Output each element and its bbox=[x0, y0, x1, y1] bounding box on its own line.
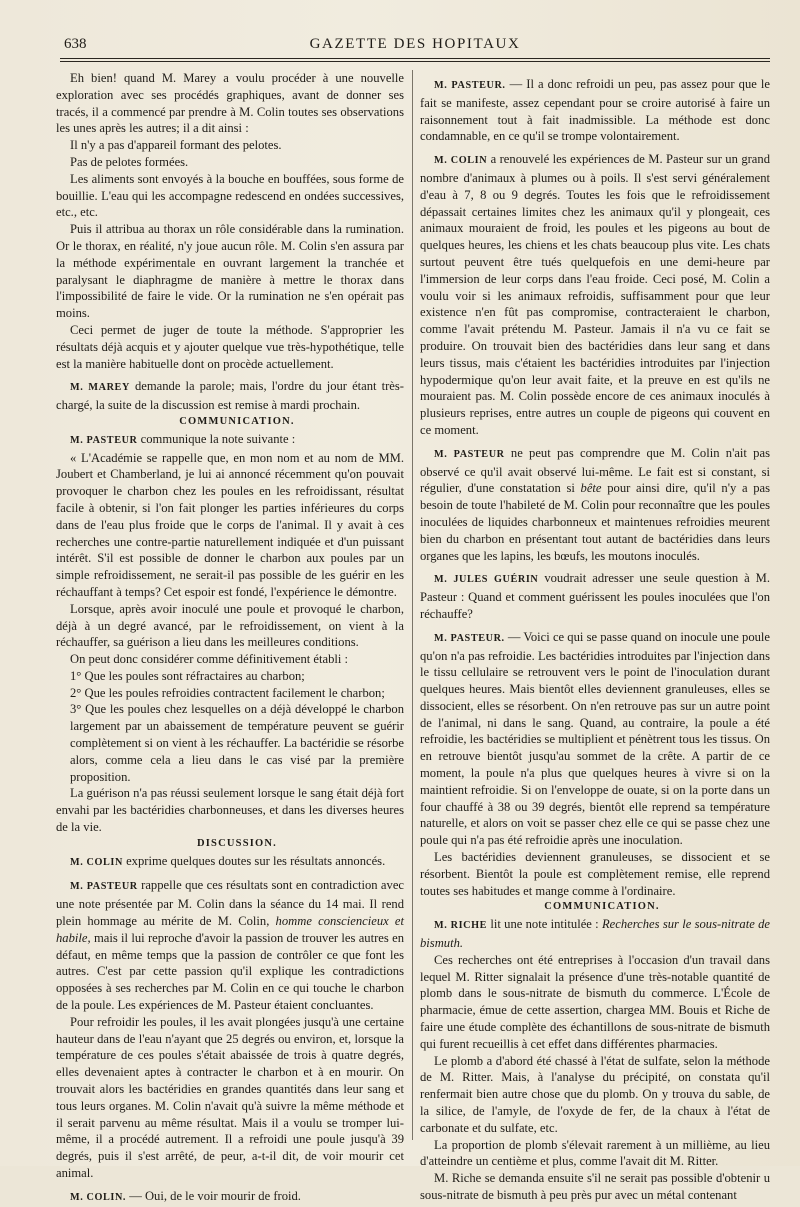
italic-text: Recherches sur le sous-nitrate de bismuth. bbox=[420, 917, 770, 951]
paragraph-text: demande la parole; mais, l'ordre du jour étant très-chargé, la suite de la discussion est remise à mardi prochain. bbox=[56, 379, 404, 413]
italic-text: bête bbox=[580, 481, 602, 496]
list-item: 1° Que les poules sont réfractaires au charbon; bbox=[70, 668, 305, 683]
speaker-name: M. PASTEUR. bbox=[434, 80, 506, 91]
paragraph bbox=[56, 431, 404, 450]
paragraph: La proportion de plomb s'élevait rarement à un millième, au lieu d'atteindre un centième et plus, comme l'avait dit M. Ritter. bbox=[420, 1137, 770, 1169]
paragraph: Pas de pelotes formées. bbox=[70, 154, 189, 169]
paragraph-text: — Il a donc refroidi un peu, pas assez pour que le fait se manifeste, assez cependant pour se croire autorisé à faire un raisonnement tout à fait inadmissible. La méthode est donc condamnable, en ce qu'il se trompe volontairement. bbox=[420, 77, 770, 144]
paragraph-text: communique la note suivante : bbox=[140, 431, 296, 446]
paragraph bbox=[56, 877, 404, 1013]
right-column bbox=[420, 76, 770, 1204]
column-divider bbox=[412, 70, 413, 1140]
journal-title: GAZETTE DES HOPITAUX bbox=[309, 36, 521, 52]
paragraph: Les bactéridies deviennent granuleuses, se dissocient et se résorbent. Bientôt la poule est complètement remise, elle reprend toutes ses habitudes et mange comme à l'ordinaire. bbox=[420, 850, 770, 898]
speaker-name: M. COLIN bbox=[70, 856, 123, 868]
paragraph: M. Riche se demanda ensuite s'il ne serait pas possible d'obtenir u sous-nitrate de bismuth à peu près pur avec un métal contenant bbox=[420, 1171, 770, 1202]
paragraph bbox=[420, 151, 770, 439]
running-head bbox=[60, 36, 770, 60]
paragraph-text: — Voici ce qui se passe quand on inocule une poule qu'on n'a pas refroidie. Les bactéridies introduites par l'injection dans le tissu cellulaire se retrouvent vers le point de l'inoculation durant quelques heures. Mais bientôt elles deviennent granuleuses, elles se dissocient, elles se résorbent. On n'en retrouve pas sur un autre point de l'animal, ni dans le sang. Quand, au contraire, la poule a été refroidie, les bactéridies se multiplient et pénètrent tous les tissus. On en retrouve bientôt jusqu'au sommet de la crête. A partir de ce moment, la poule n'a plus que quelques heures à vivre si on la maintient refroidie. Si on l'enveloppe de ouate, si on la porte dans un four chauffé à 38 ou 39 degrés, bientôt elle reprend sa température naturelle, et alors on voit se passer chez elle ce qui se passe chez une poule qui n'a pas été refroidie après une inoculation. bbox=[420, 629, 770, 848]
paragraph bbox=[56, 1188, 404, 1207]
paragraph bbox=[56, 378, 404, 414]
left-column bbox=[56, 70, 404, 1207]
paragraph: Lorsque, après avoir inoculé une poule et provoqué le charbon, déjà à un degré avancé, par le refroidissement, on vient à la réchauffer, sa guérison a lieu dans les meilleures conditions. bbox=[56, 601, 404, 650]
header-rule-double bbox=[60, 61, 770, 62]
speaker-name: M. PASTEUR bbox=[434, 448, 505, 460]
paragraph-text: exprime quelques doutes sur les résultats annoncés. bbox=[126, 853, 386, 868]
section-heading: DISCUSSION. bbox=[196, 837, 277, 849]
paragraph: Le plomb a d'abord été chassé à l'état de sulfate, selon la méthode de M. Ritter. Mais, à l'analyse du précipité, on constata qu'il renfermait bien autre chose que du plomb. On y trouva du sable, de la silice, de l'amyle, de l'oxyde de fer, de la chaux à l'état de carbonate et du sulfate, etc. bbox=[420, 1053, 770, 1135]
speaker-name: M. RICHE bbox=[434, 920, 488, 932]
paragraph-text: mais il lui reproche d'avoir la passion de trouver les autres en défaut, en même temps que la passion de contrôler ce que font les autres. C'est par cette passion qu'il explique les contradictions opposées à ses recherches par M. Colin en ce qui touche le charbon de la poule. Les expériences de M. Pasteur étaient concluantes. bbox=[56, 930, 404, 1013]
paragraph bbox=[420, 916, 770, 952]
speaker-name: M. COLIN. bbox=[70, 1191, 127, 1203]
speaker-name: M. JULES GUÉRIN bbox=[434, 574, 539, 586]
header-rule bbox=[60, 58, 770, 59]
paragraph: Puis il attribua au thorax un rôle considérable dans la rumination. Or le thorax, en réalité, n'y joue aucun rôle. M. Colin s'en assura par la méthode expérimentale en ouvrant largement la tranchée et paralysant le diaphragme de manière à mettre le thorax dans l'impossibilité de faire le vide. Or la rumination ne s'en opérait pas moins. bbox=[56, 222, 404, 321]
paragraph-text: a renouvelé les expériences de M. Pasteur sur un grand nombre d'animaux à plumes ou à poils. Il s'est servi généralement d'eau à 7, 8 ou 9 degrés. Toutes les fois que le refroidissement dépassait certaines limites chez les animaux qu'il y plongeait, ces animaux mouraient de froid, les poules et les pigeons au bout de quelques heures, les chiens et les chats beaucoup plus vite. Les chats surtout peuvent être tués quelquefois en une demi-heure par l'immersion de leur corps dans l'eau froide. Ceci posé, M. Colin a voulu voir si les animaux refroidis, suffisamment pour que leur existence n'en fût pas compromise, contracteraient le charbon, comme l'avait prétendu M. Pasteur. Jamais il n'a vu ce fait se produire. On trouvait bien des bactéridies dans leur sang et dans leurs tissus, mais c'étaient les bactéridies introduites par l'injection hypodermique qu'on leur avait faite, et la preuve en est qu'ils ne mouraient pas. M. Colin possède encore de ces animaux inoculés à plusieurs reprises, entre autres un couple de pigeons qui couvent en ce moment. bbox=[420, 152, 770, 437]
paragraph-text: lit une note intitulée : bbox=[490, 917, 599, 932]
section-heading: COMMUNICATION. bbox=[179, 415, 295, 427]
paragraph: « L'Académie se rappelle que, en mon nom et au nom de MM. Joubert et Chamberland, je lui ai annoncé récemment qu'on pouvait provoquer le charbon chez les poules en les refroidissant, résultat facile à obtenir, si l'on fait plonger les parties inférieures du corps dans de l'eau plus froide que le corps de l'animal. Il y avait à ces recherches une contre-partie naturellement indiquée et d'un puissant intérêt. S'il est possible de donner le charbon aux poules par un simple refroidissement, ne serait-il pas possible de les guérir en les réchauffant à temps? Cet espoir est fondé, l'expérience le démontre. bbox=[56, 450, 404, 599]
paragraph-text: — Oui, de le voir mourir de froid. bbox=[129, 1188, 301, 1203]
paragraph-text: voudrait adresser une seule question à M. Pasteur : Quand et comment guérissent les poules inoculées que l'on réchauffe? bbox=[420, 571, 771, 621]
paragraph: On peut donc considérer comme définitivement établi : bbox=[70, 652, 349, 667]
speaker-name: M. PASTEUR. bbox=[434, 632, 505, 644]
paragraph-text: pour ainsi dire, qu'il n'y a pas besoin de toute l'habileté de M. Colin pour reconnaître que les poules inoculées de liquides charbonneux et maintenues refroidies meurent bien du charbon en présentant tout autant de bactéridies dans leurs organes que les lapins, les bœufs, les moutons inoculés. bbox=[420, 481, 770, 563]
speaker-name: M. COLIN bbox=[434, 155, 488, 167]
list-item: 3° Que les poules chez lesquelles on a déjà développé le charbon largement par un abaissement de température peuvent se guérir complètement si on vient à les réchauffer. La bactéridie se résorbe alors, comme cela a lieu dans le cas visé par la première proposition. bbox=[70, 702, 404, 784]
paragraph: Les aliments sont envoyés à la bouche en bouffées, sous forme de bouillie. L'eau qui les accompagne redescend en ondées successives, etc., etc. bbox=[56, 171, 404, 220]
paragraph bbox=[420, 629, 770, 849]
paragraph: Ces recherches ont été entreprises à l'occasion d'un travail dans lequel M. Ritter signalait la présence d'une très-notable quantité de plomb dans le sous-nitrate de bismuth du commerce. L'École de pharmacie, émue de cette assertion, chargea MM. Bouis et Riche de faire une étude complète des échantillons de sous-nitrate de bismuth qui furent recueillis à cet effet dans différentes pharmacies. bbox=[420, 952, 770, 1051]
italic-text: homme consciencieux et habile, bbox=[56, 914, 404, 945]
paragraph bbox=[56, 853, 404, 872]
paragraph bbox=[420, 570, 770, 622]
paragraph: Eh bien! quand M. Marey a voulu procéder à une nouvelle exploration avec ses procédés graphiques, avant de donner ses tracés, il a commencé par prendre à M. Colin toutes ses observations les unes après les autres; il a dit ainsi : bbox=[56, 71, 404, 136]
paragraph-text: rappelle que ces résultats sont en contradiction avec une note présentée par M. Colin dans la séance du 14 mai. Il rend plein hommage au mérite de M. Colin, bbox=[56, 878, 404, 929]
paragraph bbox=[420, 445, 770, 565]
paragraph: La guérison n'a pas réussi seulement lorsque le sang était déjà fort envahi par les bactéridies charbonneuses, et dans les diverses heures de la vie. bbox=[56, 786, 404, 835]
paragraph: Ceci permet de juger de toute la méthode. S'approprier les résultats déjà acquis et y ajouter quelque vue très-hypothétique, telle est la manière habituelle dont on procède actuellement. bbox=[56, 322, 404, 371]
page-number: 638 bbox=[64, 36, 87, 52]
paragraph-text: ne peut pas comprendre que M. Colin n'ait pas observé ce qu'il avait observé lui-même. Le fait est si constant, si régulier, d'une constatation si bbox=[420, 445, 770, 496]
paragraph: Pour refroidir les poules, il les avait plongées jusqu'à une certaine hauteur dans de l'eau n'ayant que 25 degrés ou environ, et, lorsque la température de ces poules s'était abaissée de trois à quatre degrés, elles devenaient aptes à contracter le charbon et à en mourir. On trouvait alors les bactéridies en grandes quantités dans leur sang et tous leurs organes. M. Colin n'avait qu'à suivre la même méthode et il serait parvenu au même résultat. Mais il a voulu se tromper lui-même, il a procédé autrement. Il a refroidi une poule jusqu'à 39 degrés, puis il s'est arrêté, de peur, a-t-il dit, de voir mourir cet animal. bbox=[56, 1014, 404, 1180]
speaker-name: M. PASTEUR bbox=[70, 881, 138, 893]
section-heading: COMMUNICATION. bbox=[544, 901, 660, 913]
paragraph: Il n'y a pas d'appareil formant des pelotes. bbox=[70, 138, 282, 153]
paragraph bbox=[420, 76, 770, 145]
list-item: 2° Que les poules refroidies contractent facilement le charbon; bbox=[70, 685, 385, 700]
speaker-name: M. PASTEUR bbox=[70, 434, 138, 446]
speaker-name: M. MAREY bbox=[70, 382, 130, 394]
